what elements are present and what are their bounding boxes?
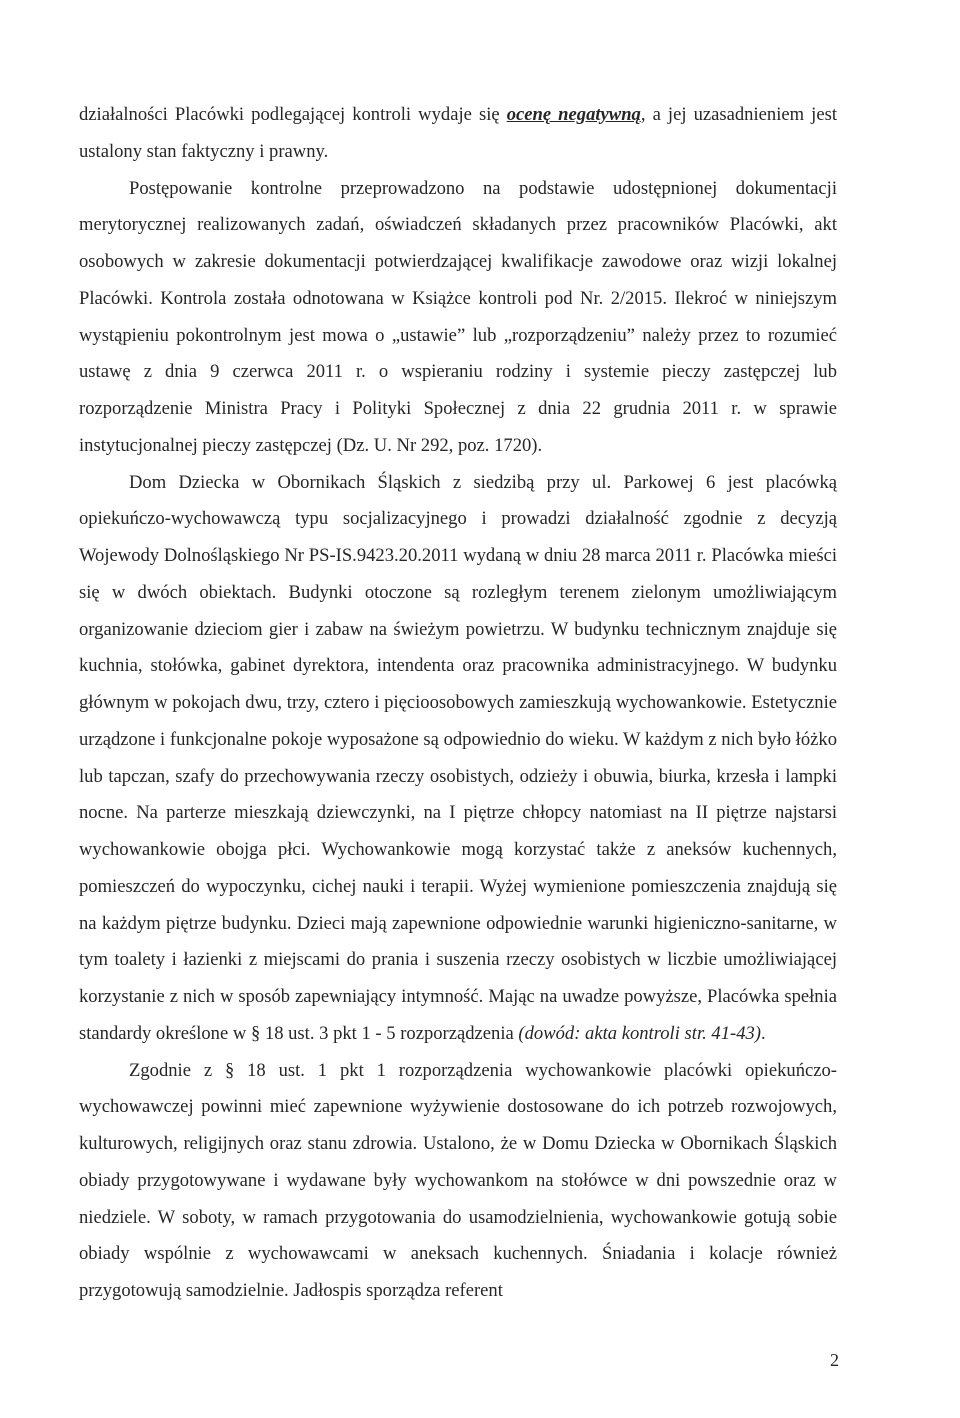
paragraph-3 xyxy=(79,465,837,1053)
paragraph-1-text-a: działalności Placówki podlegającej kontroli wydaje się xyxy=(79,104,507,125)
paragraph-3-tail: . xyxy=(760,1022,766,1044)
document-body xyxy=(79,97,837,1310)
paragraph-2: Postępowanie kontrolne przeprowadzono na podstawie udostępnionej dokumentacji merytorycznej realizowanych zadań, oświadczeń składanych przez pracowników Placówki, akt osobowych w zakresie dokumentacji potwierdzającej kwalifikacje zawodowe oraz wizji lokalnej Placówki. Kontrola została odnotowana w Książce kontroli pod Nr. 2/2015. Ilekroć w niniejszym wystąpieniu pokontrolnym jest mowa o „ustawie” lub „rozporządzeniu” należy przez to rozumieć ustawę z dnia 9 czerwca 2011 r. o wspieraniu rodziny i systemie pieczy zastępczej lub rozporządzenie Ministra Pracy i Polityki Społecznej z dnia 22 grudnia 2011 r. w sprawie instytucjonalnej pieczy zastępczej (Dz. U. Nr 292, poz. 1720). xyxy=(79,177,837,456)
paragraph-3-text: Dom Dziecka w Obornikach Śląskich z siedzibą przy ul. Parkowej 6 jest placówką opiekuńczo-wychowawczą typu socjalizacyjnego i prowadzi działalność zgodnie z decyzją Wojewody Dolnośląskiego Nr PS-IS.9423.20.2011 wydaną w dniu 28 marca 2011 r. Placówka mieści się w dwóch obiektach. Budynki otoczone są rozległym terenem zielonym umożliwiającym organizowanie dzieciom gier i zabaw na świeżym powietrzu. W budynku technicznym znajduje się kuchnia, stołówka, gabinet dyrektora, intendenta oraz pracownika administracyjnego. W budynku głównym w pokojach dwu, trzy, cztero i pięcioosobowych zamieszkują wychowankowie. Estetycznie urządzone i funkcjonalne pokoje wyposażone są odpowiednio do wieku. W każdym z nich było łóżko lub tapczan, szafy do przechowywania rzeczy osobistych, odzieży i obuwia, biurka, krzesła i lampki nocne. Na parterze mieszkają dziewczynki, na I piętrze chłopcy natomiast na II piętrze najstarsi wychowankowie obojga płci. Wychowankowie mogą korzystać także z aneksów kuchennych, pomieszczeń do wypoczynku, cichej nauki i terapii. Wyżej wymienione pomieszczenia znajdują się na każdym piętrze budynku. Dzieci mają zapewnione odpowiednie warunki higieniczno-sanitarne, w tym toalety i łazienki z miejscami do prania i suszenia rzeczy osobistych w liczbie umożliwiającej korzystanie z nich w sposób zapewniający intymność. Mając na uwadze powyższe, Placówka spełnia standardy określone w § 18 ust. 3 pkt 1 - 5 rozporządzenia xyxy=(79,471,837,1044)
page-number: 2 xyxy=(830,1350,839,1370)
paragraph-4: Zgodnie z § 18 ust. 1 pkt 1 rozporządzenia wychowankowie placówki opiekuńczo-wychowawczej powinni mieć zapewnione wyżywienie dostosowane do ich potrzeb rozwojowych, kulturowych, religijnych oraz stanu zdrowia. Ustalono, że w Domu Dziecka w Obornikach Śląskich obiady przygotowywane i wydawane były wychowankom na stołówce w dni powszednie oraz w niedziele. W soboty, w ramach przygotowania do usamodzielnienia, wychowankowie gotują sobie obiady wspólnie z wychowawcami w aneksach kuchennych. Śniadania i kolacje również przygotowują samodzielnie. Jadłospis sporządza referent xyxy=(79,1059,837,1301)
evidence-citation: (dowód: akta kontroli str. 41-43) xyxy=(518,1022,761,1044)
negative-assessment-emphasis: ocenę negatywną xyxy=(506,104,641,125)
paragraph-1-text-b: , a jej uzasadnieniem jest ustalony stan faktyczny i prawny. xyxy=(79,104,837,162)
paragraph-1 xyxy=(79,97,837,171)
